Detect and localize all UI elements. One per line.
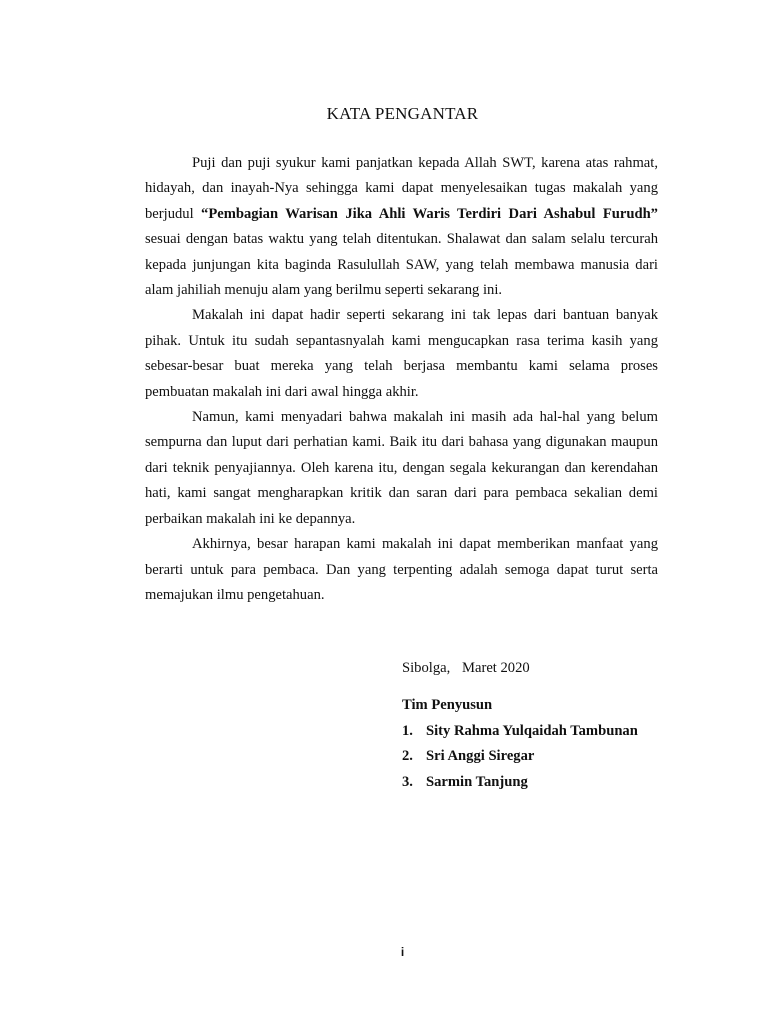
list-item	[402, 719, 702, 744]
page-title: KATA PENGANTAR	[326, 104, 479, 123]
signoff-block	[402, 656, 702, 795]
member-number: 3.	[402, 773, 413, 790]
signoff-date: Maret 2020	[462, 660, 530, 676]
place-date	[402, 656, 702, 681]
paragraph-1-text-after: sesuai dengan batas waktu yang telah ditentukan. Shalawat dan salam selalu tercurah kepada junjungan kita baginda Rasulullah SAW, yang telah membawa manusia dari alam jahiliah menuju alam yang berilmu seperti sekarang ini.	[145, 231, 658, 299]
paragraph-2: Makalah ini dapat hadir seperti sekarang ini tak lepas dari bantuan banyak pihak. Untuk itu sudah sepantasnyalah kami mengucapkan rasa terima kasih yang sebesar-besar buat mereka yang telah berjasa membantu kami selama proses pembuatan makalah ini dari awal hingga akhir.	[145, 307, 658, 400]
member-number: 2.	[402, 748, 413, 765]
paragraph-3: Namun, kami menyadari bahwa makalah ini masih ada hal-hal yang belum sempurna dan luput dari perhatian kami. Baik itu dari bahasa yang digunakan maupun dari teknik penyajiannya. Oleh karena itu, dengan segala kekurangan dan kerendahan hati, kami sangat mengharapkan kritik dan saran dari para pembaca sekalian demi perbaikan makalah ini ke depannya.	[145, 409, 658, 527]
signoff-place: Sibolga,	[402, 660, 451, 676]
member-name: Sity Rahma Yulqaidah Tambunan	[426, 722, 638, 739]
paragraph-4: Akhirnya, besar harapan kami makalah ini dapat memberikan manfaat yang berarti untuk para pembaca. Dan yang terpenting adalah semoga dapat turut serta memajukan ilmu pengetahuan.	[145, 536, 658, 603]
member-name: Sarmin Tanjung	[426, 773, 528, 790]
team-title: Tim Penyusun	[402, 697, 493, 714]
body-text	[145, 151, 658, 608]
team-members-list	[402, 719, 702, 795]
page-number: i	[400, 945, 405, 959]
list-item	[402, 744, 702, 769]
member-number: 1.	[402, 722, 413, 739]
paragraph-1-text-before: Puji dan puji syukur kami panjatkan kepada Allah SWT, karena atas rahmat, hidayah, dan inayah-Nya sehingga kami dapat menyelesaikan tugas makalah yang berjudul	[145, 155, 658, 222]
paragraph-1	[145, 151, 658, 303]
member-name: Sri Anggi Siregar	[426, 748, 535, 765]
paper-title-bold: “Pembagian Warisan Jika Ahli Waris Terdiri Dari Ashabul Furudh”	[201, 205, 658, 222]
list-item	[402, 770, 702, 795]
